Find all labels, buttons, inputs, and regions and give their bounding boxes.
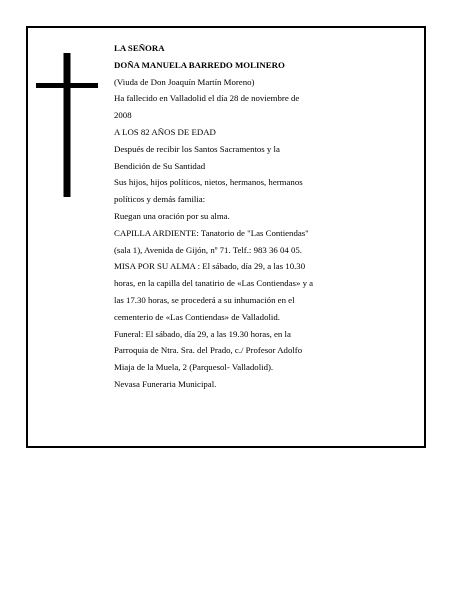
notice-line: políticos y demás familia: (114, 194, 206, 205)
funeral-line: Funeral: El sábado, día 29, a las 19.30 horas, en la (114, 328, 291, 339)
notice-line: 2008 (114, 110, 132, 121)
deceased-name: DOÑA MANUELA BARREDO MOLINERO (114, 59, 285, 70)
funeral-home-line: Nevasa Funeraria Municipal. (114, 378, 217, 389)
chapel-line: CAPILLA ARDIENTE: Tanatorio de "Las Contiendas" (114, 227, 309, 238)
age-line: A LOS 82 AÑOS DE EDAD (114, 126, 216, 137)
notice-line: Sus hijos, hijos políticos, nietos, hermanos, hermanos (114, 177, 303, 188)
cross-icon (36, 53, 98, 197)
obituary-text (114, 40, 426, 393)
mass-line: horas, en la capilla del tanatirio de «Las Contiendas» y a (114, 278, 314, 289)
notice-line: Bendición de Su Santidad (114, 160, 206, 171)
notice-line: Ha fallecido en Valladolid el día 28 de noviembre de (114, 93, 300, 104)
notice-line: Ruegan una oración por su alma. (114, 210, 230, 221)
funeral-line: Miaja de la Muela, 2 (Parquesol- Valladolid). (114, 362, 274, 373)
funeral-line: Parroquia de Ntra. Sra. del Prado, c./ Profesor Adolfo (114, 345, 303, 356)
mass-line: MISA POR SU ALMA : El sábado, día 29, a las 10.30 (114, 261, 306, 272)
mass-line: las 17.30 horas, se procederá a su inhumación en el (114, 294, 295, 305)
mass-line: cementerio de «Las Contiendas» de Valladolid. (114, 311, 280, 322)
widow-of-line: (Viuda de Don Joaquín Martín Moreno) (114, 76, 255, 87)
notice-heading: LA SEÑORA (114, 43, 165, 53)
chapel-line: (sala 1), Avenida de Gijón, nº 71. Telf.: 983 36 04 05. (114, 244, 302, 255)
notice-line: Después de recibir los Santos Sacramentos y la (114, 143, 280, 154)
